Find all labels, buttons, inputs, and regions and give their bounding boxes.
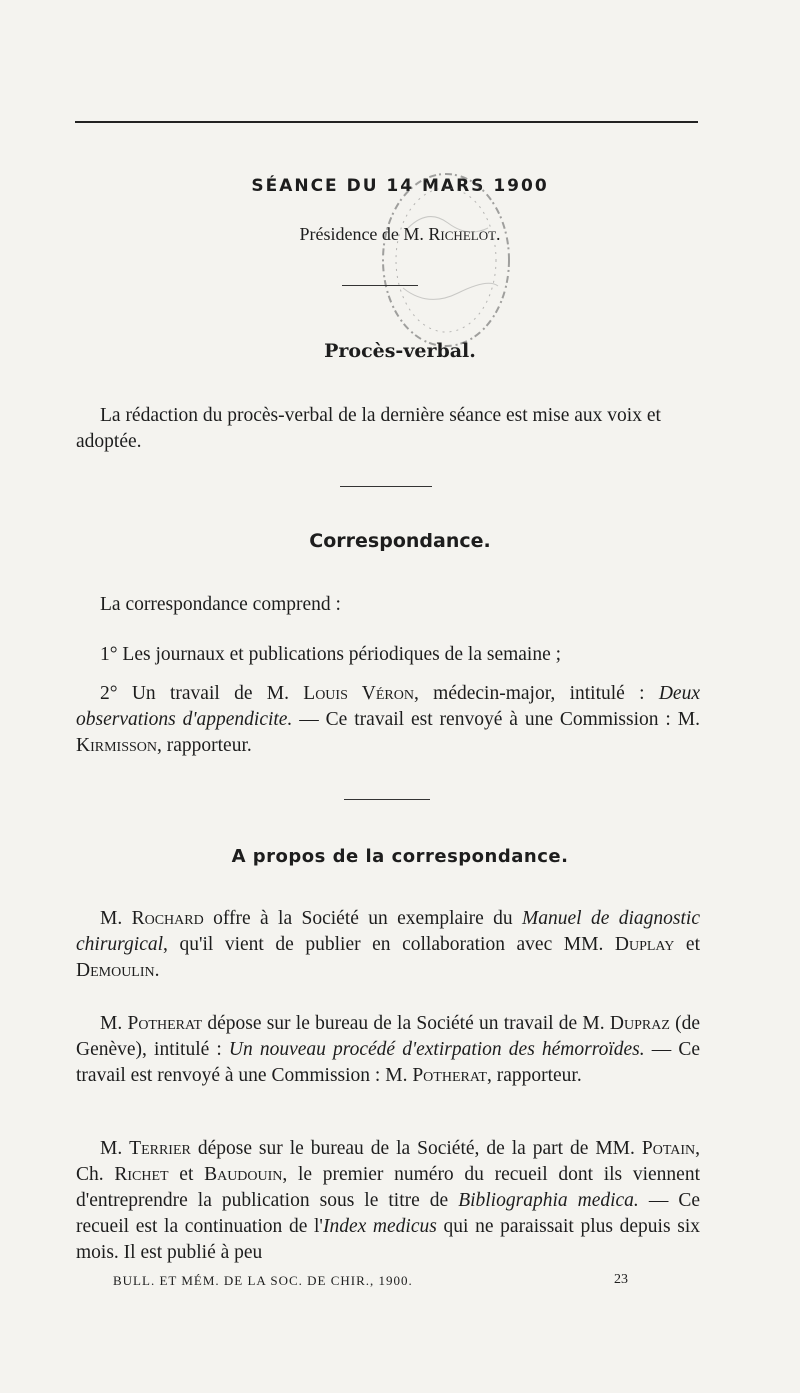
text-run: et	[674, 934, 700, 955]
text-run: , qu'il vient de publier en collaboration avec MM.	[163, 934, 615, 955]
text-run: et	[168, 1164, 205, 1185]
text-run: M.	[100, 908, 132, 929]
correspondance-item-1: 1° Les journaux et publications périodiques de la semaine ;	[100, 644, 562, 665]
correspondance-intro: La correspondance comprend :	[100, 594, 341, 615]
section-title-a-propos: A propos de la correspondance.	[231, 846, 569, 867]
text-run: offre à la Société un exemplaire du	[203, 908, 523, 929]
text-run: dépose sur le bureau de la Société un travail de M.	[202, 1013, 610, 1034]
presidence-prefix: Présidence de M.	[299, 224, 429, 244]
correspondance-item-2	[76, 681, 700, 759]
author-name: Potherat	[127, 1013, 203, 1034]
text-run: — Ce recueil est la continuation de l'	[76, 1190, 700, 1237]
text-run: qui ne paraissait plus depuis six mois. Il est publié à peu	[76, 1216, 700, 1263]
author-name: Louis Véron	[303, 683, 414, 704]
divider-rule	[342, 285, 418, 286]
text-run: , rapporteur.	[157, 735, 252, 756]
proces-verbal-text: La rédaction du procès-verbal de la dernière séance est mise aux voix et adoptée.	[76, 405, 661, 452]
text-run: — Ce travail est renvoyé à une Commission : M.	[292, 709, 700, 730]
section-title-proces-verbal: Procès-verbal.	[324, 340, 476, 362]
text-run: (de Genève), intitulé :	[76, 1013, 701, 1060]
footer-journal: BULL. ET MÉM. DE LA SOC. DE CHIR., 1900.	[113, 1273, 413, 1288]
work-title: Index medicus	[322, 1216, 437, 1237]
author-name: Duplay	[614, 934, 675, 955]
author-name: Dupraz	[609, 1013, 670, 1034]
text-run: M.	[100, 1138, 130, 1159]
rapporteur-name: Kirmisson	[76, 735, 157, 756]
text-run: , rapporteur.	[486, 1065, 582, 1086]
work-title: Deux observations d'appendicite.	[76, 683, 700, 730]
library-stamp-icon	[368, 168, 518, 368]
author-name: Baudouin	[204, 1164, 283, 1185]
author-name: Demoulin	[76, 960, 155, 981]
author-name: Terrier	[129, 1138, 191, 1159]
top-rule	[75, 121, 698, 123]
divider-rule	[344, 799, 430, 800]
text-run: , Ch.	[76, 1138, 701, 1185]
text-run: dépose sur le bureau de la Société, de la part de MM.	[190, 1138, 642, 1159]
text-run: M.	[100, 1013, 128, 1034]
page-number: 23	[614, 1272, 628, 1287]
a-propos-paragraph-2	[76, 1011, 700, 1089]
a-propos-paragraph-3	[76, 1136, 700, 1266]
rapporteur-name: Potherat	[412, 1065, 487, 1086]
work-title: Bibliographia medica.	[458, 1190, 639, 1211]
seance-title: SÉANCE DU 14 MARS 1900	[251, 176, 549, 196]
work-title: Manuel de diagnostic chirurgical	[76, 908, 700, 955]
text-run: , le premier numéro du recueil dont ils viennent d'entreprendre la publication sous le titre de	[76, 1164, 700, 1211]
text-run: , médecin-major, intitulé :	[414, 683, 659, 704]
author-name: Rochard	[131, 908, 204, 929]
text-run: .	[154, 960, 160, 981]
divider-rule	[340, 486, 432, 487]
author-name: Richet	[114, 1164, 169, 1185]
work-title: Un nouveau procédé d'extirpation des hémorroïdes.	[228, 1039, 645, 1060]
author-name: Potain	[641, 1138, 696, 1159]
president-name: Richelot.	[428, 224, 501, 244]
text-run: — Ce travail est renvoyé à une Commission : M.	[76, 1039, 700, 1086]
text-run: 2° Un travail de M.	[100, 683, 304, 704]
section-title-correspondance: Correspondance.	[309, 530, 491, 552]
a-propos-paragraph-1	[76, 906, 700, 984]
